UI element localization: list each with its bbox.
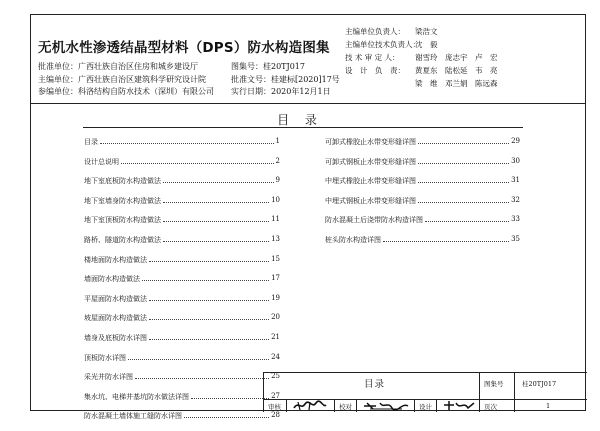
toc-entry[interactable] (84, 176, 280, 196)
toc-entry[interactable] (84, 353, 280, 373)
page-label: 页次 (484, 403, 497, 411)
toc-entry[interactable] (325, 157, 520, 177)
toc-entry-title: 可卸式橡胶止水带变形缝详图 (325, 138, 416, 146)
toc-entry-page: 27 (271, 391, 280, 400)
toc-leader-dots (418, 196, 509, 203)
toc-entry[interactable] (325, 196, 520, 216)
toc-entry-title: 采光井防水详图 (84, 373, 133, 382)
title-block (263, 372, 587, 412)
review-signature (292, 400, 328, 411)
toc-entry[interactable] (325, 235, 520, 255)
toc-leader-dots (163, 235, 269, 242)
toc-entry-title: 防水混凝土墙体施工缝防水详图 (84, 412, 182, 421)
toc-entry[interactable] (84, 196, 280, 216)
toc-entry-page: 1 (275, 137, 280, 145)
toc-leader-dots (121, 157, 274, 164)
toc-entry-title: 地下室底板防水构造做法 (84, 177, 161, 186)
responsible-row: 主编单位负责人： 梁浩文 (345, 27, 438, 36)
toc-entry-page: 28 (271, 411, 280, 420)
approval-document: 批准文号：桂建标[2020]17号 (231, 74, 340, 84)
toc-leader-dots (149, 333, 269, 340)
toc-entry-title: 集水坑、电梯井基坑防水做法详图 (84, 392, 189, 401)
toc-entry[interactable] (84, 333, 280, 353)
effective-date: 实行日期：2020年12月1日 (231, 87, 331, 97)
toc-entry[interactable] (84, 392, 280, 412)
toc-entry-title: 墙身及底板防水详图 (84, 333, 147, 342)
approver-unit: 批准单位：广西壮族自治区住房和城乡建设厅 (38, 62, 198, 71)
toc-entry[interactable] (325, 176, 520, 196)
design-signature (442, 400, 476, 411)
toc-entry-title: 顶板防水详图 (84, 353, 126, 362)
atlas-number: 图集号：桂20TJ017 (231, 62, 305, 71)
toc-entry[interactable] (84, 294, 280, 314)
chief-editor-unit: 主编单位：广西壮族自治区建筑科学研究设计院 (38, 74, 206, 84)
toc-entry-page: 10 (271, 195, 280, 204)
header-divider (30, 103, 586, 104)
toc-entry-page: 15 (271, 254, 280, 263)
toc-entry-title: 路桥、隧道防水构造做法 (84, 235, 161, 244)
sheet-title: 目录 (364, 379, 386, 390)
toc-left-column (84, 137, 280, 431)
responsible-row: 主编单位技术负责人：沈 毅 (345, 40, 438, 49)
toc-entry[interactable] (84, 313, 280, 333)
toc-entry[interactable] (325, 215, 520, 235)
toc-leader-dots (163, 176, 274, 183)
toc-entry-page: 25 (271, 372, 280, 381)
toc-leader-dots (149, 255, 269, 262)
toc-leader-dots (191, 392, 269, 399)
toc-entry-title: 中埋式橡胶止水带变形缝详图 (325, 177, 416, 186)
review-label: 审核 (268, 403, 281, 411)
toc-leader-dots (418, 176, 509, 183)
toc-entry-title: 地下室顶板防水构造做法 (84, 216, 161, 225)
toc-entry-page: 19 (271, 293, 280, 302)
toc-entry-page: 13 (271, 234, 280, 243)
toc-entry[interactable] (84, 137, 280, 157)
toc-leader-dots (163, 215, 269, 222)
toc-leader-dots (135, 372, 269, 379)
toc-right-column (325, 137, 520, 255)
atlas-title: 无机水性渗透结晶型材料（DPS）防水构造图集 (38, 40, 330, 56)
toc-entry[interactable] (84, 255, 280, 275)
toc-entry-page: 9 (275, 176, 280, 185)
toc-leader-dots (142, 274, 269, 281)
toc-entry-title: 设计总说明 (84, 157, 119, 166)
toc-entry-title: 防水混凝土后浇带防水构造详图 (325, 216, 423, 225)
toc-entry[interactable] (84, 157, 280, 177)
toc-entry-page: 20 (271, 313, 280, 322)
toc-entry[interactable] (325, 137, 520, 157)
toc-leader-dots (418, 157, 509, 164)
check-label: 校对 (339, 403, 352, 411)
toc-entry-title: 中埋式钢板止水带变形缝详图 (325, 196, 416, 205)
toc-leader-dots (149, 313, 269, 320)
toc-entry-page: 32 (511, 195, 520, 204)
publisher-block (38, 61, 214, 99)
toc-entry-page: 35 (511, 234, 520, 243)
toc-heading-rule (83, 127, 523, 128)
toc-entry[interactable] (84, 274, 280, 294)
toc-entry[interactable] (84, 215, 280, 235)
toc-leader-dots (184, 411, 269, 418)
toc-entry-page: 30 (511, 156, 520, 165)
toc-entry-page: 17 (271, 274, 280, 283)
design-label: 设计 (419, 403, 432, 411)
toc-entry[interactable] (84, 411, 280, 431)
toc-entry-title: 平屋面防水构造做法 (84, 294, 147, 303)
toc-entry-page: 29 (511, 137, 520, 145)
toc-entry-page: 31 (511, 176, 520, 185)
responsible-block (345, 25, 498, 90)
toc-entry-title: 坡屋面防水构造做法 (84, 314, 147, 323)
toc-leader-dots (149, 294, 269, 301)
toc-heading: 目 录 (277, 113, 323, 127)
check-signature (362, 400, 410, 411)
toc-entry-page: 11 (271, 215, 280, 224)
responsible-row: 设 计 负 责： 黄夏东 陆松延 韦 亮 (345, 66, 498, 75)
meta-block (231, 61, 340, 99)
atlas-no-label: 图集号 (484, 380, 504, 388)
toc-entry-title: 桩头防水构造详图 (325, 235, 381, 244)
toc-leader-dots (163, 196, 269, 203)
toc-entry-page: 2 (275, 156, 280, 165)
toc-entry-page: 24 (271, 352, 280, 361)
atlas-no-value: 桂20TJ017 (522, 380, 557, 388)
toc-leader-dots (425, 215, 509, 222)
page-number: 1 (546, 402, 551, 410)
toc-entry-title: 可卸式钢板止水带变形缝详图 (325, 157, 416, 166)
toc-entry[interactable] (84, 372, 280, 392)
toc-entry-page: 21 (271, 332, 280, 341)
responsible-row: 技 术 审 定 人： 谢雪玲 庞志宇 卢 宏 (345, 53, 498, 62)
toc-entry-page: 33 (511, 215, 520, 224)
toc-leader-dots (418, 137, 509, 144)
toc-entry-title: 楼地面防水构造做法 (84, 255, 147, 264)
toc-entry-title: 目录 (84, 138, 98, 146)
toc-leader-dots (383, 235, 509, 242)
co-editor-unit: 参编单位：科洛结构自防水技术（深圳）有限公司 (38, 87, 214, 97)
responsible-row: 梁 维 邓兰娟 陈远森 (415, 79, 498, 88)
toc-leader-dots (128, 353, 269, 360)
toc-entry-title: 墙面防水构造做法 (84, 275, 140, 284)
toc-entry-title: 地下室墙身防水构造做法 (84, 196, 161, 205)
toc-leader-dots (100, 137, 274, 144)
toc-entry[interactable] (84, 235, 280, 255)
